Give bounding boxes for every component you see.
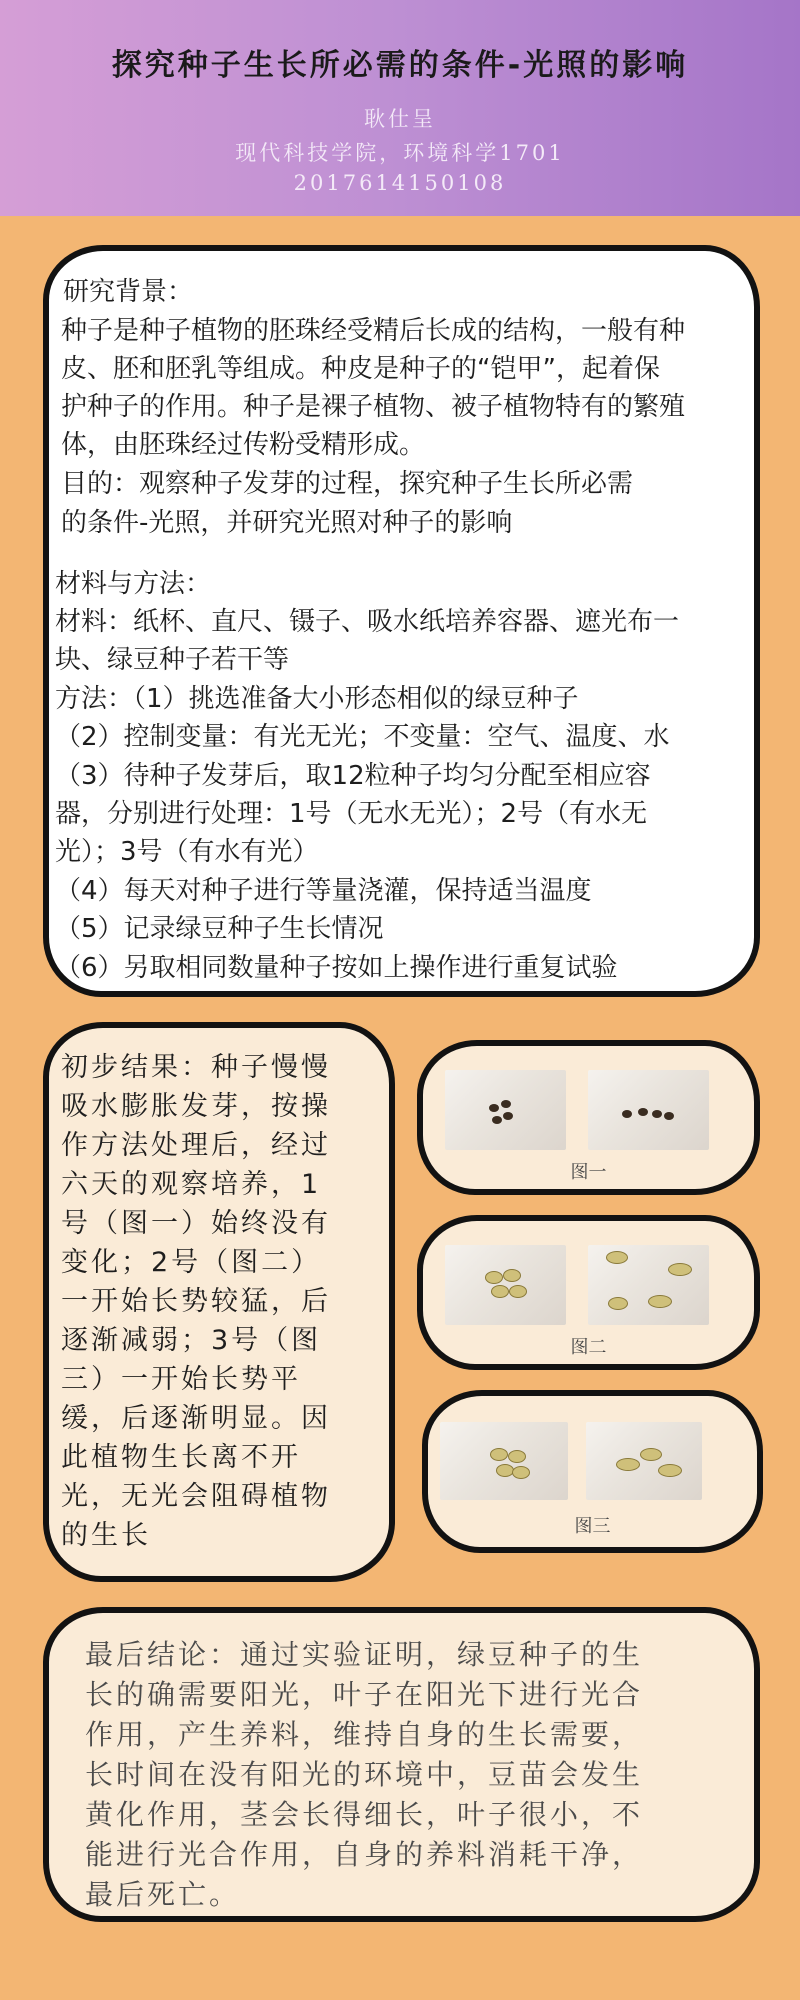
method-step: （3）待种子发芽后，取12粒种子均匀分配至相应容 (55, 761, 651, 791)
figure-2-card (417, 1215, 760, 1370)
figure-3-photo-b (586, 1422, 702, 1500)
method-step: （6）另取相同数量种子按如上操作进行重复试验 (55, 953, 618, 983)
method-step: （2）控制变量：有光无光；不变量：空气、温度、水 (55, 722, 670, 752)
poster-title: 探究种子生长所必需的条件-光照的影响 (111, 48, 689, 83)
method-step: 器，分别进行处理：1号（无水无光）；2号（有水无 (55, 799, 648, 829)
header-banner (0, 0, 800, 216)
figure-3-card (422, 1390, 763, 1553)
figure-2-photo-b (588, 1245, 709, 1325)
results-text: 光，无光会阻碍植物 (61, 1481, 331, 1512)
conclusion-text: 作用，产生养料，维持自身的生长需要， (85, 1718, 644, 1751)
conclusion-text: 长的确需要阳光，叶子在阳光下进行光合 (85, 1678, 644, 1711)
background-text: 体，由胚珠经过传粉受精形成。 (61, 430, 426, 460)
conclusion-text: 最后结论：通过实验证明，绿豆种子的生 (85, 1638, 644, 1671)
results-text: 逐渐减弱；3号（图 (61, 1325, 322, 1356)
background-heading: 研究背景： (63, 277, 194, 307)
conclusion-text: 最后死亡。 (85, 1878, 241, 1911)
figure-2-photo-a (445, 1245, 566, 1325)
purpose-text: 的条件-光照，并研究光照对种子的影响 (61, 508, 513, 538)
results-text: 作方法处理后，经过 (61, 1130, 331, 1161)
conclusion-text: 黄化作用，茎会长得细长，叶子很小，不 (85, 1798, 644, 1831)
results-text: 变化；2号（图二） (61, 1247, 322, 1278)
conclusion-card (43, 1607, 760, 1922)
department: 现代科技学院，环境科学1701 (235, 141, 565, 165)
figure-1-photo-b (588, 1070, 709, 1150)
figure-1-card (417, 1040, 760, 1195)
background-text: 种子是种子植物的胚珠经受精后长成的结构，一般有种 (61, 316, 686, 346)
method-step: （5）记录绿豆种子生长情况 (55, 914, 384, 944)
results-text: 初步结果：种子慢慢 (61, 1052, 331, 1083)
background-text: 皮、胚和胚乳等组成。种皮是种子的“铠甲”，起着保 (61, 354, 660, 384)
background-methods-card (43, 245, 760, 997)
materials-text: 材料：纸杯、直尺、镊子、吸水纸培养容器、遮光布一 (55, 607, 680, 637)
figure-2-caption: 图二 (570, 1337, 607, 1358)
figure-1-caption: 图一 (570, 1162, 607, 1183)
results-card (43, 1022, 395, 1582)
results-text: 吸水膨胀发芽，按操 (61, 1091, 331, 1122)
method-step: 光）；3号（有水有光） (55, 837, 319, 867)
results-text: 一开始长势较猛，后 (61, 1286, 331, 1317)
results-text: 缓，后逐渐明显。因 (61, 1403, 331, 1434)
author-name: 耿仕呈 (364, 107, 436, 131)
results-text: 六天的观察培养，1 (61, 1169, 322, 1200)
background-text: 护种子的作用。种子是裸子植物、被子植物特有的繁殖 (61, 392, 686, 422)
figure-3-photo-a (440, 1422, 568, 1500)
methods-heading: 材料与方法： (55, 569, 212, 599)
method-step: 方法：（1）挑选准备大小形态相似的绿豆种子 (55, 684, 579, 714)
conclusion-text: 长时间在没有阳光的环境中，豆苗会发生 (85, 1758, 644, 1791)
results-text: 三）一开始长势平 (61, 1364, 301, 1395)
results-text: 此植物生长离不开 (61, 1442, 301, 1473)
materials-text: 块、绿豆种子若干等 (55, 645, 290, 675)
student-id: 2017614150108 (293, 171, 507, 195)
results-text: 号（图一）始终没有 (61, 1208, 331, 1239)
purpose-text: 目的：观察种子发芽的过程，探究种子生长所必需 (61, 469, 634, 499)
results-text: 的生长 (61, 1520, 151, 1551)
method-step: （4）每天对种子进行等量浇灌，保持适当温度 (55, 876, 592, 906)
conclusion-text: 能进行光合作用，自身的养料消耗干净， (85, 1838, 644, 1871)
figure-1-photo-a (445, 1070, 566, 1150)
figure-3-caption: 图三 (574, 1516, 611, 1537)
